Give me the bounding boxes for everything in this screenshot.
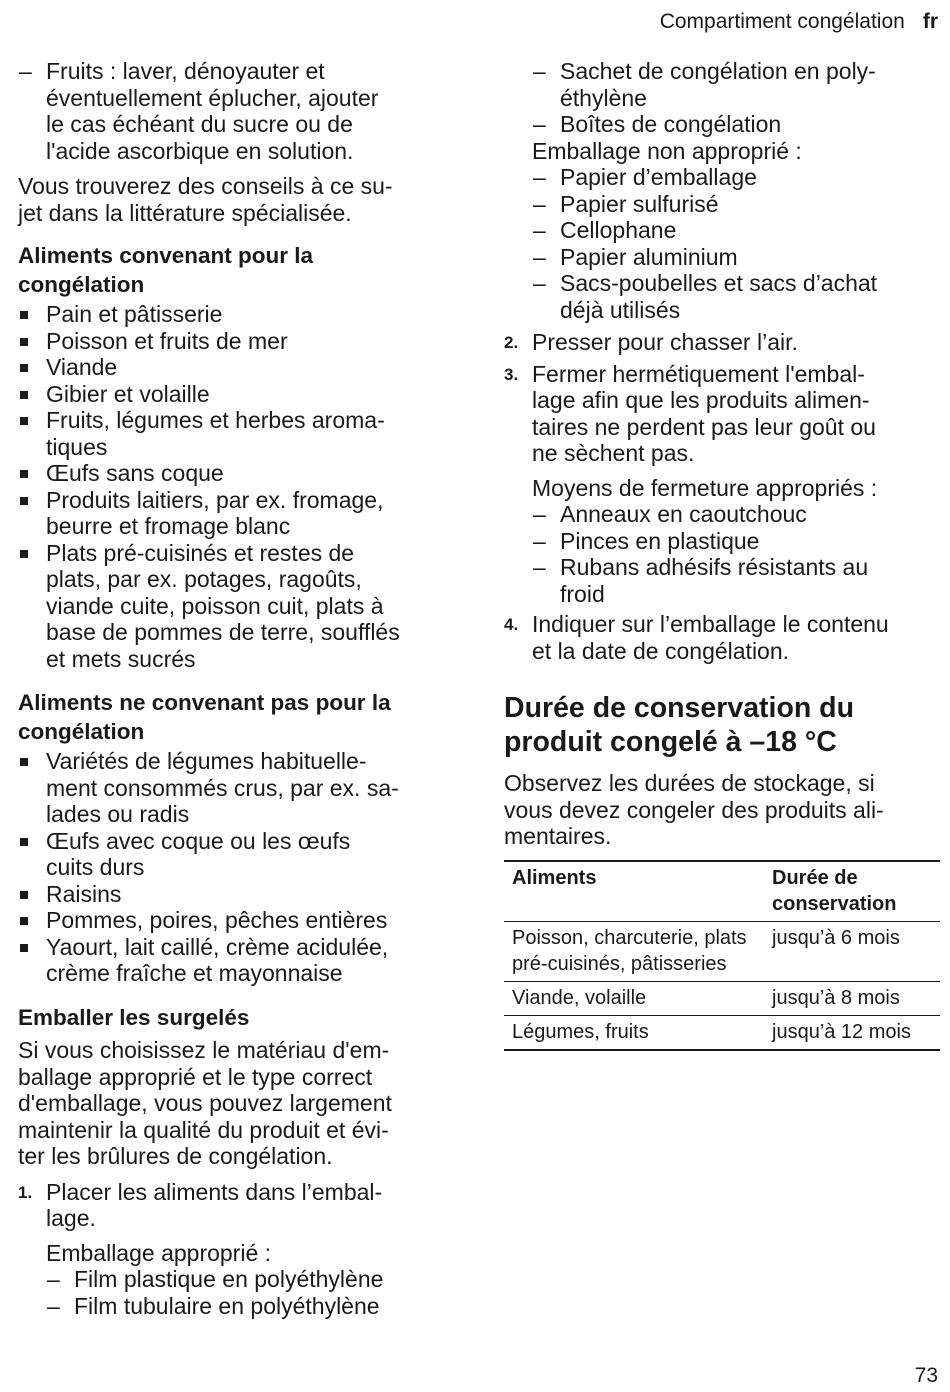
page-number: 73 [914, 1364, 938, 1387]
paragraph-line: ballage approprié et le type correct [18, 1063, 373, 1090]
right-column [504, 58, 940, 1051]
list-item-text: déjà utilisés [560, 296, 681, 323]
list-item-text: et mets sucrés [46, 645, 196, 672]
heading-unsuitable-foods [18, 689, 458, 746]
heading-line: Aliments convenant pour la [18, 243, 314, 268]
paragraph-line: Vous trouverez des conseils à ce su- [18, 173, 393, 199]
table-row [504, 1015, 940, 1050]
step-4 [504, 611, 940, 664]
list-item-text: cuits durs [46, 854, 145, 880]
list-item [18, 934, 458, 987]
list-item [504, 270, 940, 323]
paragraph-line: vous devez congeler des produits ali- [504, 796, 884, 823]
paragraph-line: mentaires. [504, 823, 612, 849]
left-column [18, 58, 458, 1319]
running-header [660, 9, 938, 35]
list-item [18, 881, 458, 908]
list-item [18, 301, 458, 328]
list-item [18, 460, 458, 487]
list-item [504, 554, 940, 607]
step-3 [504, 361, 940, 467]
step-1 [18, 1179, 458, 1232]
list-item-text: Anneaux en caoutchouc [560, 501, 807, 527]
list-item-text: éthylène [560, 84, 647, 111]
list-item-text: ment consommés crus, par ex. sa- [46, 774, 399, 801]
list-item-text: Œufs sans coque [46, 460, 224, 486]
fruits-line: le cas échéant du sucre ou de [46, 111, 353, 137]
step-number: 2. [504, 333, 519, 352]
step-text: lage. [46, 1205, 96, 1231]
table-row [504, 921, 940, 981]
storage-duration-table [504, 860, 940, 1051]
list-item-text: Produits laitiers, par ex. fromage, [46, 486, 384, 513]
list-item [18, 381, 458, 408]
step-text: taires ne perdent pas leur goût ou [532, 413, 876, 440]
list-item [504, 528, 940, 555]
list-item-text: – Sacs-poubelles et sacs d’achat [560, 270, 878, 296]
list-item-text: lades ou radis [46, 801, 190, 827]
list-item [18, 407, 458, 460]
heading-line: Durée de conservation du [504, 692, 855, 724]
cell-duration: jusqu’à 8 mois [764, 981, 940, 1015]
cell-food: Viande, volaille [504, 981, 764, 1015]
list-item-text: Gibier et volaille [46, 380, 210, 407]
list-item-text: Cellophane [560, 217, 677, 243]
step-text: Presser pour chasser l’air. [532, 329, 798, 355]
table-header-row [504, 861, 940, 922]
list-item-text: Yaourt, lait caillé, crème acidulée, [46, 933, 389, 960]
list-item [504, 164, 940, 191]
cell-text: pré-cuisinés, pâtisseries [512, 952, 727, 975]
list-item-text: Pommes, poires, pêches entières [46, 907, 388, 933]
list-item [18, 1293, 458, 1320]
list-item-text: Film tubulaire en polyéthylène [74, 1292, 380, 1319]
list-item [504, 217, 940, 244]
step-text: ne sèchent pas. [532, 440, 695, 466]
list-item [504, 58, 940, 111]
heading-packaging: Emballer les surgelés [18, 1004, 250, 1030]
header-language-code: fr [922, 10, 938, 33]
closure-label: Moyens de fermeture appropriés : [532, 474, 878, 501]
header-section-title: Compartiment congélation [659, 10, 905, 33]
heading-line: congélation [18, 271, 145, 297]
fruits-line: éventuellement éplucher, ajouter [46, 84, 379, 111]
list-item-text: Variétés de légumes habituelle- [46, 748, 367, 774]
unsuitable-foods-list [18, 748, 458, 987]
list-item-text: Papier sulfurisé [560, 190, 719, 217]
list-item-text: crème fraîche et mayonnaise [46, 960, 343, 986]
cell-food: Légumes, fruits [504, 1015, 764, 1050]
list-item-text: plats, par ex. potages, ragoûts, [46, 566, 362, 592]
paragraph-line: Si vous choisissez le matériau d'em- [18, 1037, 390, 1063]
list-item-text: tiques [46, 433, 108, 460]
paragraph-line: Observez les durées de stockage, si [504, 770, 875, 796]
paragraph-literature [18, 173, 458, 226]
list-item [504, 191, 940, 218]
paragraph-storage [504, 770, 940, 850]
step-number: 3. [504, 364, 519, 384]
list-item-text: Viande [46, 354, 118, 380]
list-item-text: froid [560, 580, 605, 607]
list-item-text: Fruits, légumes et herbes aroma- [46, 407, 385, 433]
step-text: Indiquer sur l’emballage le contenu [532, 611, 889, 637]
list-item [18, 1266, 458, 1293]
list-item [18, 487, 458, 540]
step-2 [504, 329, 940, 356]
list-item-text: Papier d’emballage [560, 164, 757, 190]
column-header-duration [764, 861, 940, 922]
list-item-text: base de pommes de terre, soufflés [46, 619, 400, 645]
cell-text: Poisson, charcuterie, plats [512, 926, 747, 949]
list-item [18, 354, 458, 381]
step-text: lage afin que les produits alimen- [532, 387, 870, 413]
step-number: 4. [504, 615, 519, 634]
list-item [18, 58, 458, 164]
list-item [18, 540, 458, 673]
list-item [504, 501, 940, 528]
cell-duration: jusqu’à 12 mois [764, 1015, 940, 1050]
list-item-text: Pain et pâtisserie [46, 301, 223, 327]
step-text: Fermer hermétiquement l'embal- [532, 360, 865, 387]
paragraph-packaging [18, 1037, 458, 1170]
paragraph-line: jet dans la littérature spécialisée. [18, 199, 352, 226]
heading-storage-duration [504, 691, 940, 759]
paragraph-line: ter les brûlures de congélation. [18, 1143, 333, 1169]
list-item-text: – Rubans adhésifs résistants au [560, 554, 869, 580]
list-item [504, 244, 940, 271]
list-item [504, 111, 940, 138]
heading-line: congélation [18, 718, 145, 744]
heading-suitable-foods [18, 242, 458, 299]
cell-food [504, 921, 764, 981]
list-item-text: Œufs avec coque ou les œufs [46, 827, 351, 854]
list-item-text: beurre et fromage blanc [46, 513, 291, 539]
heading-line: produit congelé à –18 °C [504, 726, 837, 758]
suitable-foods-list [18, 301, 458, 672]
list-item-text: Papier aluminium [560, 243, 738, 270]
column-header-food: Aliments [504, 861, 764, 922]
list-item [18, 748, 458, 828]
table-row [504, 981, 940, 1015]
paragraph-line: maintenir la qualité du produit et évi- [18, 1116, 389, 1143]
cell-duration: jusqu’à 6 mois [764, 921, 940, 981]
list-item-text: Plats pré-cuisinés et restes de [46, 539, 355, 566]
paragraph-line: d'emballage, vous pouvez largement [18, 1090, 392, 1116]
heading-line: Aliments ne convenant pas pour la [18, 690, 391, 715]
list-item-text: Raisins [46, 880, 122, 907]
list-item [18, 328, 458, 355]
unsuitable-packaging-label: Emballage non approprié : [532, 137, 802, 164]
step-number: 1. [18, 1182, 33, 1202]
header-line: Durée de [772, 866, 858, 889]
step-text: et la date de congélation. [532, 637, 790, 664]
fruits-line: – Fruits : laver, dénoyauter et [46, 58, 325, 84]
list-item-text: Boîtes de congélation [560, 111, 782, 137]
header-line: conservation [772, 892, 897, 915]
list-item-text: viande cuite, poisson cuit, plats à [46, 592, 384, 619]
list-item-text: Pinces en plastique [560, 527, 760, 554]
suitable-packaging-label: Emballage approprié : [46, 1239, 272, 1266]
fruits-line: l'acide ascorbique en solution. [46, 137, 354, 164]
step-text: Placer les aliments dans l’embal- [46, 1178, 383, 1205]
list-item-text: Poisson et fruits de mer [46, 327, 288, 354]
list-item-text: – Sachet de congélation en poly- [560, 58, 876, 84]
list-item [18, 907, 458, 934]
list-item-text: Film plastique en polyéthylène [74, 1266, 384, 1292]
list-item [18, 828, 458, 881]
